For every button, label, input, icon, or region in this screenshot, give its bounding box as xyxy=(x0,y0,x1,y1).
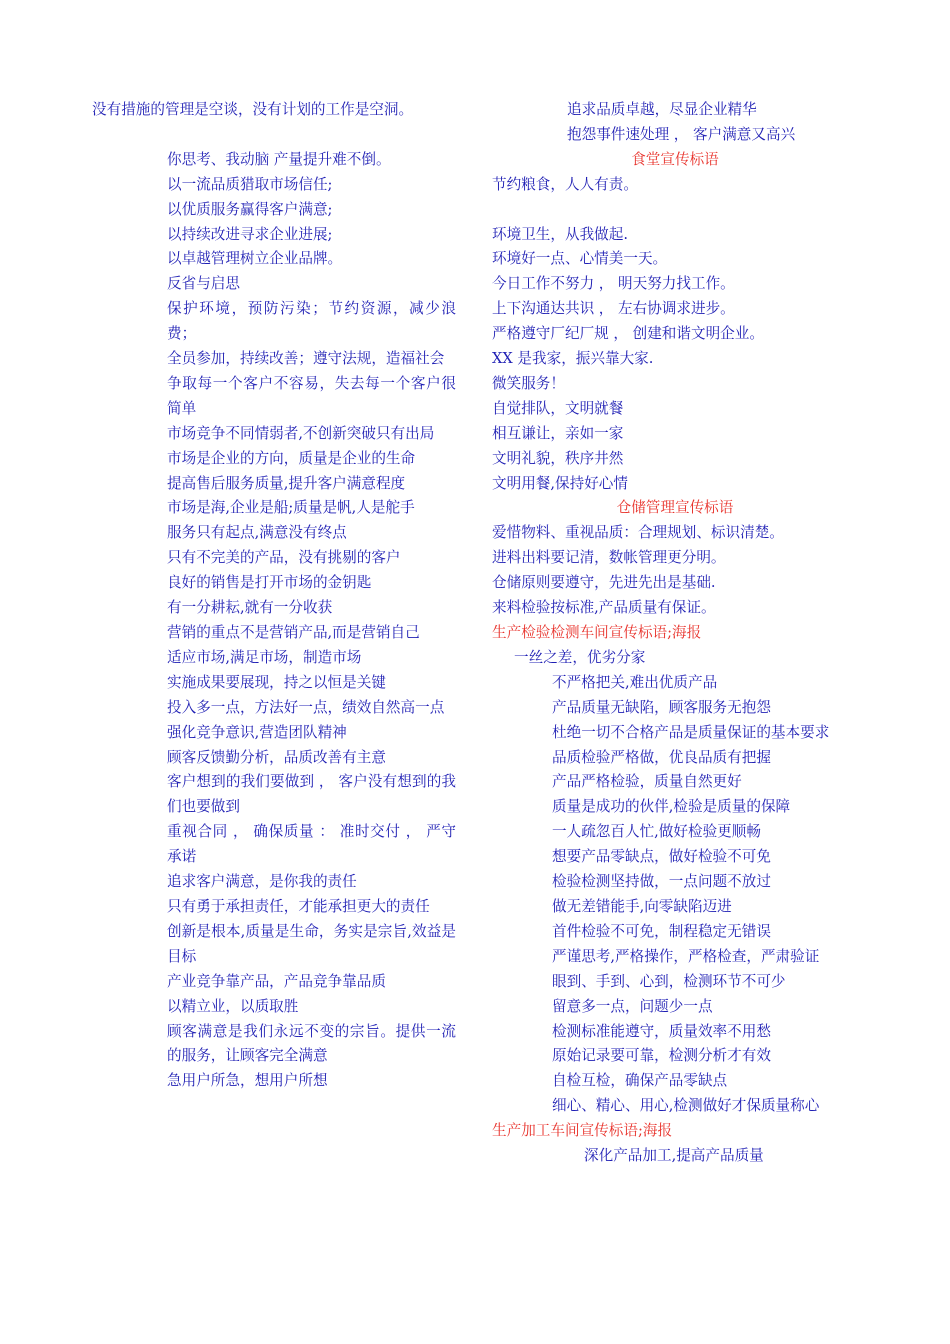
right-slogan-line: 眼到、手到、心到，检测环节不可少 xyxy=(552,972,786,990)
right-slogan-line: 上下沟通达共识 ， 左右协调求进步。 xyxy=(492,300,735,318)
blank-line xyxy=(492,198,858,223)
right-slogan-line: 相互谦让，亲如一家 xyxy=(492,424,624,442)
left-slogan-line: 投入多一点，方法好一点，绩效自然高一点 xyxy=(167,698,445,716)
left-slogan-line: 顾客反馈勤分析，品质改善有主意 xyxy=(167,748,386,766)
left-slogan-line: 以一流品质猎取市场信任; xyxy=(167,175,333,193)
left-slogan-line: 只有不完美的产品，没有挑剔的客户 xyxy=(167,549,401,567)
right-slogan-line: 想要产品零缺点，做好检验不可免 xyxy=(552,848,771,866)
right-slogan-line: 自觉排队，文明就餐 xyxy=(492,399,624,417)
right-slogan-line: 不严格把关,难出优质产品 xyxy=(552,673,718,691)
left-slogan-line: 保护环境，预防污染；节约资源，减少浪费； xyxy=(167,300,456,343)
left-slogan-line: 没有措施的管理是空谈，没有计划的工作是空洞。 xyxy=(92,101,414,118)
right-slogan-line: 检验检测坚持做，一点问题不放过 xyxy=(552,873,771,891)
right-slogan-line: 做无差错能手,向零缺陷迈进 xyxy=(552,897,732,915)
right-slogan-line: 杜绝一切不合格产品是质量保证的基本要求 xyxy=(552,723,830,741)
left-column xyxy=(92,98,456,1094)
right-slogan-line: 深化产品加工,提高产品质量 xyxy=(584,1147,764,1165)
left-slogan-line: 以卓越管理树立企业品牌。 xyxy=(167,250,343,268)
section-heading: 生产检验检测车间宣传标语;海报 xyxy=(492,624,702,642)
right-slogan-line: 一人疏忽百人忙,做好检验更顺畅 xyxy=(552,823,761,841)
left-slogan-line: 只有勇于承担责任，才能承担更大的责任 xyxy=(167,897,430,915)
right-slogan-line: 节约粮食，人人有责。 xyxy=(492,175,638,193)
right-slogan-line: 留意多一点，问题少一点 xyxy=(552,997,713,1015)
section-heading: 生产加工车间宣传标语;海报 xyxy=(492,1122,673,1140)
blank-line xyxy=(92,123,456,148)
left-slogan-line: 强化竞争意识,营造团队精神 xyxy=(167,723,347,741)
left-slogan-line: 产业竞争靠产品，产品竞争靠品质 xyxy=(167,972,386,990)
left-slogan-line: 反省与启思 xyxy=(167,275,240,293)
right-slogan-line: 产品质量无缺陷，顾客服务无抱怨 xyxy=(552,698,771,716)
right-slogan-line: 今日工作不努力 ， 明天努力找工作。 xyxy=(492,275,735,293)
right-slogan-line: 检测标准能遵守，质量效率不用愁 xyxy=(552,1022,771,1040)
right-slogan-line: 抱怨事件速处理 ， 客户满意又高兴 xyxy=(567,125,796,143)
right-slogan-line: 环境好一点、心情美一天。 xyxy=(492,250,668,268)
left-slogan-line: 实施成果要展现，持之以恒是关键 xyxy=(167,673,386,691)
right-slogan-line: 细心、精心、用心,检测做好才保质量称心 xyxy=(552,1097,820,1115)
left-slogan-line: 市场竞争不同情弱者,不创新突破只有出局 xyxy=(167,424,435,442)
left-slogan-line: 以持续改进寻求企业进展; xyxy=(167,225,333,243)
left-slogan-line: 追求客户满意，是你我的责任 xyxy=(167,873,357,891)
right-slogan-line: 追求品质卓越，尽显企业精华 xyxy=(567,101,757,118)
left-slogan-line: 争取每一个客户不容易，失去每一个客户很简单 xyxy=(167,374,456,417)
right-column xyxy=(492,98,858,1169)
left-slogan-line: 提高售后服务质量,提升客户满意程度 xyxy=(167,474,406,492)
left-slogan-line: 适应市场,满足市场，制造市场 xyxy=(167,648,362,666)
left-slogan-line: 有一分耕耘,就有一分收获 xyxy=(167,599,333,617)
right-slogan-line: 进料出料要记清，数帐管理更分明。 xyxy=(492,549,726,567)
left-slogan-line: 你思考、我动脑 产量提升难不倒。 xyxy=(167,150,391,168)
left-slogan-line: 顾客满意是我们永远不变的宗旨。提供一流的服务，让顾客完全满意 xyxy=(167,1022,456,1065)
right-slogan-line: 原始记录要可靠，检测分析才有效 xyxy=(552,1047,771,1065)
left-slogan-line: 营销的重点不是营销产品,而是营销自己 xyxy=(167,624,420,642)
right-slogan-line: 自检互检，确保产品零缺点 xyxy=(552,1072,728,1090)
right-slogan-line: 微笑服务！ xyxy=(492,374,565,392)
section-heading: 仓储管理宣传标语 xyxy=(616,499,734,517)
left-slogan-line: 良好的销售是打开市场的金钥匙 xyxy=(167,574,372,592)
left-slogan-line: 服务只有起点,满意没有终点 xyxy=(167,524,347,542)
left-slogan-line: 全员参加，持续改善；遵守法规，造福社会 xyxy=(167,350,445,368)
left-slogan-line: 市场是企业的方向，质量是企业的生命 xyxy=(167,449,416,467)
left-slogan-line: 以优质服务赢得客户满意; xyxy=(167,200,333,218)
right-slogan-line: 文明礼貌，秩序井然 xyxy=(492,449,624,467)
right-slogan-line: 环境卫生，从我做起. xyxy=(492,225,628,243)
right-slogan-line: XX 是我家，振兴靠大家. xyxy=(492,350,654,368)
right-slogan-line: 文明用餐,保持好心情 xyxy=(492,474,628,492)
right-slogan-line: 一丝之差，优劣分家 xyxy=(514,648,646,666)
left-slogan-line: 客户想到的我们要做到 ， 客户没有想到的我们也要做到 xyxy=(167,773,456,816)
right-slogan-line: 首件检验不可免，制程稳定无错误 xyxy=(552,922,771,940)
left-slogan-line: 重视合同 ， 确保质量 ： 准时交付 ， 严守承诺 xyxy=(167,823,456,866)
right-slogan-line: 爱惜物料、重视品质：合理规划、标识清楚。 xyxy=(492,524,784,542)
right-slogan-line: 仓储原则要遵守，先进先出是基础. xyxy=(492,574,716,592)
section-heading: 食堂宣传标语 xyxy=(631,150,719,168)
right-slogan-line: 产品严格检验，质量自然更好 xyxy=(552,773,742,791)
right-slogan-line: 品质检验严格做，优良品质有把握 xyxy=(552,748,771,766)
right-slogan-line: 严格遵守厂纪厂规 ， 创建和谐文明企业。 xyxy=(492,325,764,343)
left-slogan-line: 急用户所急，想用户所想 xyxy=(167,1072,328,1090)
left-slogan-line: 以精立业，以质取胜 xyxy=(167,997,299,1015)
right-slogan-line: 来料检验按标准,产品质量有保证。 xyxy=(492,599,716,617)
left-slogan-line: 市场是海,企业是船;质量是帆,人是舵手 xyxy=(167,499,415,517)
right-slogan-line: 严谨思考,严格操作，严格检查，严肃验证 xyxy=(552,947,820,965)
left-slogan-line: 创新是根本,质量是生命，务实是宗旨,效益是目标 xyxy=(167,922,456,965)
right-slogan-line: 质量是成功的伙伴,检验是质量的保障 xyxy=(552,798,791,816)
